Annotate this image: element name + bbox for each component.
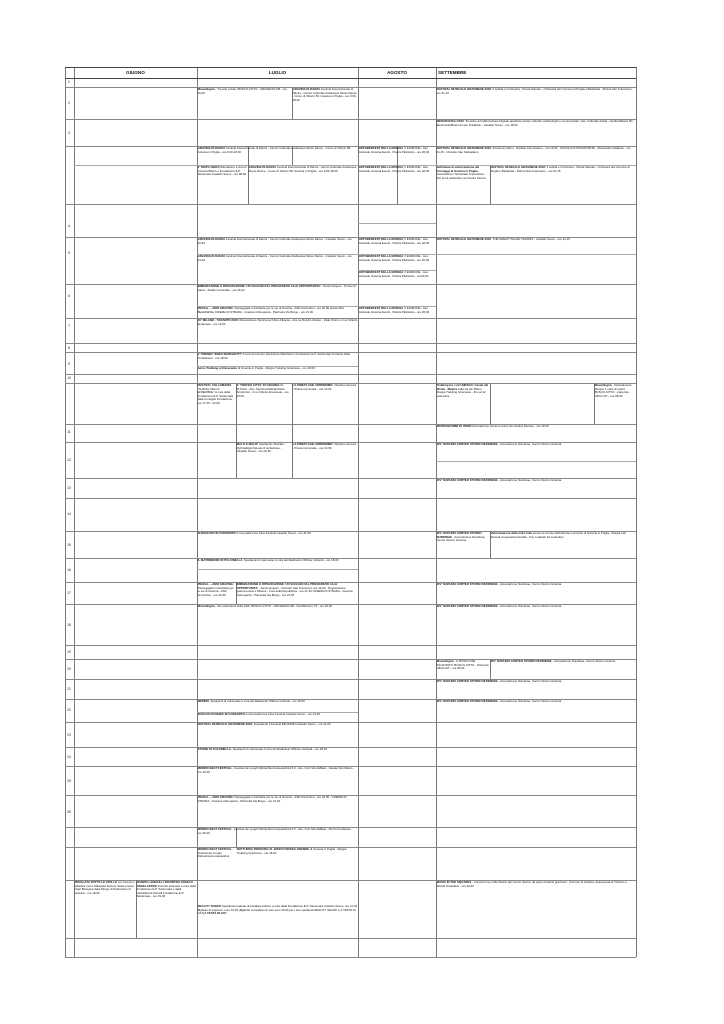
event-cell: OKTOBERFEST DELLA MURGIA V EDIZIONE - Ass. Culturale Gravina Eventi - Piazza Plebiscito - ore 20,00 [358, 255, 430, 262]
event-cell: FESTIVAL MUSICALE GRAVINESE 2016: THE GREAT ITALIAN TENORS - Castello Svevo - ore 21,15 [436, 238, 570, 242]
row-line [65, 498, 636, 499]
row-number: 9 [68, 362, 70, 366]
row-line [65, 374, 636, 375]
event-cell: PEDALI.....AMO GRAVINA: Passeggiata in bicicletta per le vie di Gravina - ASD Amicimboi - ore 20.30 presso Bar Black&White CINEMA DI STRADA - Gravina Città aperta - Piazzetta Via Borgo - ore 21.00 [197, 307, 344, 314]
event-cell: Mnusillogira - Tra arte e fede: BOSCO-CITTA' - ARCHEOCLUB - ore 20,00 [197, 88, 287, 95]
event-cell: GRAVINA IN DANZA Festival Internazionale di Danza - Centro Culturale Arabesque Movie Dance - Corso di Vittorio 58, Gravina in Puglia - ore 9.00-18.00 [248, 166, 357, 173]
event-cell: PEDALATA SOTTO LE STELLE con fuocolo e albadole verso Massaria Sotto le Stelle presso l'Agri Biologica delle Murge di Dolcecanto di Gravina - ore 18,00 [74, 881, 135, 895]
row-number: 14 [67, 512, 71, 516]
row-number: 24 [67, 755, 71, 759]
row-number: 7 [68, 324, 70, 328]
event-cell: IMMIGRAZIONE E INTEGRAZIONE: UN VIAGGIO DAL PREGIUDIZIO ALLE OPPORTUNITA' - Sento Hospes - Chiostro San Francesco ore 19,00 - Degustazione gastronomica e Musica - Il sio della Repubblica - ore 21.30 CINEMA DI STRADA - Gravina Città aperta - Piazzetta Via Borgo - ore 21,00 [236, 583, 353, 597]
row-line [65, 343, 636, 344]
row-number: 12 [67, 458, 71, 462]
event-cell: OKTOBERFEST DELLA MURGIA V EDIZIONE - Ass. Culturale Gravina Eventi - Piazza Plebiscito - ore 20,00 [358, 166, 430, 173]
row-number: 4 [68, 224, 70, 228]
event-cell: PEDALI.....AMO GRAVINA: Passeggiata in bicicletta per le vie di Gravina - ASD Amicimboi - ore 20.30 - CINEMA DI STRADA - Gravina Città aperta - Piazzetta Via Borgo - ore 21,00 [197, 796, 347, 803]
event-cell: Acino Trekking a Dolcecanto di Gravina in Puglia - Murgia Trekking Gravinese - ore 18.00 [197, 367, 315, 371]
event-cell: BENI DIGITALI 2016: Tecniche di Fabbricazione Digitale applicate ai beni culturali, archeologici e monumentali - Ass. Culturale Inside - Apulia Makers 3D - ElectronikoMusio di Lele D'addario - Castello Svevo - ore 18.00 [436, 120, 635, 127]
month-header-settembre: SETTEMBRE [438, 70, 467, 75]
row-number: 15 [67, 543, 71, 547]
inner-divider [490, 383, 491, 424]
row-number: 6 [68, 294, 70, 298]
event-cell: XIV° RADUNO CORTEO STORICI NUNDINAE - Associazione Nundinae, Centro Storico Gravina [436, 479, 562, 483]
event-cell: XIV° RADUNO CORTEO STORICI NUNDINAE - Associazione Nundinae, Centro Storico Gravina [436, 532, 486, 543]
row-number: 26 [67, 810, 71, 814]
event-cell: GRAVINA IN DANZA Festival Internazionale di Danza - Centro Culturale Arabesque Movie Dance - Corso di Vittorio 58, Gravina in Puglia - ore 9.00-18.00 [197, 147, 351, 154]
event-cell: FESTIVAL MUSICALE GRAVINESE 2016: Scuola di violino - Daniela Cammarano - ore 19,30 - SCUOLA DI PIANOFORTE - Alessandro Deljavan - ore 21,15 - Chiostro San Sebastiano [436, 147, 631, 154]
event-cell: Settimana di valorizzazione dei Formaggi di Gravina in Puglia - Associazione Territoriale Imprenditori - fino al 12 settembre nel Centro Storico [436, 166, 486, 180]
event-cell: GRAVINA IN DANZA Festival Internazionale di Danza - Centro Culturale Arabesque Movie Dance - Castello Svevo - ore 20.30 [197, 238, 352, 245]
row-number: 21 [67, 687, 71, 691]
event-cell: XIV° RADUNO CORTEO STORICI NUNDINAE - Associazione Nundinae, Centro Storico Gravina [436, 680, 562, 684]
event-cell: XIV° RADUNO CORTEO STORICI NUNDINAE - Associazione Nundinae, Centro Storico Gravina [490, 660, 616, 664]
row-number: 19 [67, 650, 71, 654]
event-cell: LA PINETA CHE VORREMMO: Obiettivo Giovani - Pineta Comunale - ore 10.30 [292, 384, 357, 391]
row-number: 18 [67, 623, 71, 627]
event-cell: FESTIVAL MUSICALE GRAVINESE 2016: Il sefiola e l'orchestra - Nicola Samale - Orchestra del Comune di Puglia e Basilicata - Piazza San Francesco - ore 21,15 [436, 88, 634, 95]
event-cell: SOSLOS DYNAMIC IN CONCERTO A cura della Free Flow Festival Castello Svevo - ore 21.00 [197, 713, 320, 717]
event-cell: Mnusillogira - IL BOSCO DEI INCANTATO: BOSCO-CITTA' - Partenza Ufficio IAT - ore 08,30 [436, 660, 489, 671]
row-number: 5 [68, 251, 70, 255]
event-cell: MUSIC IN THE SQUARES - Concerti Live nelle Piazze del Centro Storico da parte di talenti gravinesi - Comune di Gravina, Assessorati al Turismo e Attività Produttive - ore 20,30 [436, 881, 627, 888]
event-cell: MONDO BEAT FESTIVAL - Festival dei Luoghi #sbrachicorrenteelettrica 5.0 - Ass. Cult. MondoBeat - Casale San Marco - ore 20,00 [197, 767, 355, 774]
inner-separator [436, 461, 636, 462]
event-cell: REALITY SHOCK Spettacolo teatrale di Annalisa Iniardo, a cura della Fondazione E.P. Santomasi Castello Svevo, ore 21.30 Biglietto di ingresso: euro 10.00 (Biglietto cumulativo di solo euro 15.00 per i due spettacoli REALITY SHOCK e A TESTA IN GIU')A TESTA IN GIU' [197, 905, 358, 916]
row-line [65, 645, 636, 646]
event-cell: Mnusillogira - Naturalmente Murgia: il mare di pietra BOSCO-CITTA' - partenza Ufficio IAT - ore 08,30 [594, 384, 632, 398]
event-cell: NERINO, Spettacoli di marionette A cura del Radicanto Officine Culturali - ore 18,30 [197, 700, 305, 704]
grid-line [65, 67, 636, 68]
row-number: 25 [67, 779, 71, 783]
month-header-luglio: LUGLIO [268, 70, 287, 75]
event-cell: 3° MOTO AMICI Motoraduno a cura di Gravina Bikers e Fondazione E.P. Santomasi Castello Svevo - ore 08,00 [197, 166, 247, 177]
month-header-giugno: GIUGNO [126, 70, 145, 75]
row-number: 1 [68, 80, 70, 84]
month-header-agosto: AGOSTO [387, 70, 407, 75]
row-number: 23 [67, 733, 71, 737]
event-cell: IMMIGRAZIONE E INTEGRAZIONE: UN VIAGGIO DAL PREGIUDIZIO ALLE OPPORTUNITA' - Sento Hospes - Torneo di calcio - Stadio Comunale - ore 16,00 [197, 285, 356, 292]
row-number: 22 [67, 708, 71, 712]
row-line [65, 957, 636, 958]
event-cell: SURGICATO IN CONCERTO A cura della Free Flow Festival Castello Svevo - ore 21.00 [197, 532, 311, 536]
grid-line [74, 67, 75, 957]
row-number: 13 [67, 486, 71, 490]
event-cell: OKTOBERFEST DELLA MURGIA V EDIZIONE - Ass. Culturale Gravina Eventi - Piazza Plebiscito - ore 20,00 [358, 147, 430, 154]
event-cell: MALO E MALO! Spettacolo Teatrale - MythAeRgia Scuola di recitazione - Castello Svevo - ore 20,30 [236, 443, 286, 454]
event-cell: Trekking tra i siti UNESCO: Castel del Monte - Matera sulla via dei Pilloni - Murgia Trekking Gravinese - fino al 12 settembre [436, 384, 489, 398]
event-cell: STORIE DI PULCINELLA, Spettacoli di marionette A cura del Radicanto Officine Culturali - ore 18,30 [197, 748, 327, 752]
event-cell: PENTAGRAMMI DI VERSI Associazione Sezione Auna Via Giudice Montea - ore 19.30 [436, 425, 549, 429]
event-cell: 1° TROFEO CITTA' DI GRAVINA IN PUGLIA - Ass. Sportiva Dilettantistica Amicimboi - C.so Vittorio Emanuele - ore 15.00 [236, 384, 289, 398]
event-cell: 1° PREMIO "ENZO MARCHETTI" A cura del Centro Studi Enzo Marchetti e Fondazione E.P. Santomasi Terrazza della Fondazione - ore 18.30 [197, 353, 350, 360]
event-cell: LA PINETA CHE VORREMMO: Obiettivo Giovani - Pineta Comunale - ore 10.30 [292, 443, 357, 450]
grid-line [636, 67, 637, 957]
event-cell: PEDALI.....AMO GRAVINA: Passeggiata in bicicletta per le vie di Gravina - ASD Amicimboi - ore 20.30 [197, 583, 234, 597]
row-number: 11 [67, 430, 71, 434]
event-cell: GRAVINA IN DANZA Festival Internazionale di Danza - Centro Culturale Arabesque Movie Dance - Castello Svevo - ore 21.00 [197, 255, 352, 262]
row-number: 20 [67, 667, 71, 671]
grid-line [65, 78, 636, 79]
event-cell: FESTIVAL MUSICALE GRAVINESE 2016: Il sefiola e l'orchestra - Nicola Samale - Orchestra del Comune di Puglia e Basilicata - Piazza San Francesco - ore 21,15 [490, 166, 630, 173]
row-line [65, 204, 636, 205]
event-cell: XIV° RADUNO CORTEO STORICI NUNDINAE - Associazione Nundinae, Centro Storico Gravina [436, 605, 562, 609]
row-number: 8 [68, 346, 70, 350]
row-number: 3 [68, 131, 70, 135]
event-cell: XIV° RADUNO CORTEO STORICI NUNDINAE - Associazione Nundinae, Centro Storico Gravina [436, 700, 562, 704]
event-cell: FESTIVAL CELLOMANIA "SUZUKI CELLO ENSEMBLE" A cura della Fondazione E.P. Santomasi Sala Consiglio Fondazione - ore 17.00 - 22.00 [197, 384, 234, 405]
event-cell: 30° MILANO - TARANTO 2016: Rievocazione Storica per Moto d'Epoca - Ass.ne Rombo Arcano - Viale Orsini e C.so Vittorio Emanuele - ore 13,00 [197, 319, 358, 326]
event-cell: IL MATRIMONIO DI PULCINELLA, Spettacoli di marionette A cura del Radicanto Officine Culturali - ore 18,30 [197, 559, 339, 563]
row-number: 17 [67, 591, 71, 595]
event-cell: OKTOBERFEST DELLA MURGIA V EDIZIONE - Ass. Culturale Gravina Eventi - Piazza Plebiscito - ore20,00 [358, 271, 429, 278]
event-cell: GRAVINA IN DANZA Festival Internazionale di Danza - Centro Culturale Arabesque Movie Dance - Corso di Vittorio 58, Gravina in Puglia - ore 9.00-18.00 [292, 88, 357, 102]
event-cell: NOTTURNA TREKKING AL BOSCO DIFESA GRANDE di Gravina in Puglia - Murgia Trekking Gravinese - ore 18.00 [236, 848, 347, 855]
event-cell: NUNZIO LANGIULLI INCONTRA ANGELO ANGELASTRO Incontro letterario a cura della Fondazione E.P. Santomasi e della Cartolibreria Parrulli Fondazione E.P. Santomasi - ore 19,00 [136, 881, 196, 899]
event-cell: Valorizzazione della Cola Cola presso le scuole dell'infanzia e primarie di Gravina in Puglia - Murgia Lab Società Cooperativa Sociale - fino a sabato 24 settembre [490, 532, 626, 539]
row-number: 16 [67, 568, 71, 572]
inner-separator [358, 223, 436, 224]
event-cell: XIV° RADUNO CORTEO STORICI NUNDINAE - Associazione Nundinae, Centro Storico Gravina [436, 443, 562, 447]
event-cell: MONDO BEAT FESTIVAL - Festival dei Luoghi #sbrachicorrenteelettrica 5.0 - Ass. Cult. MondoBeat - Pozzo Fondaccio - ore 20,00 [197, 828, 353, 835]
row-number: 2 [68, 101, 70, 105]
event-cell: OKTOBERFEST DELLA MURGIA V EDIZIONE - Ass. Culturale Gravina Eventi - Piazza Plebiscito - ore 20,00 [358, 238, 430, 245]
event-cell: Mnusillogira - Nei sotterranei della Città: BOSCO-CITTA' - ARCHEOCLUB - Via Marinoni, 27 - ore 20,00 [197, 605, 333, 609]
row-number: 10 [67, 376, 71, 380]
event-cell: XIV° RADUNO CORTEO STORICI NUNDINAE - Associazione Nundinae, Centro Storico Gravina [436, 583, 562, 587]
event-cell: OKTOBERFEST DELLA MURGIA V EDIZIONE - Ass. Culturale Gravina Eventi - Piazza Plebiscito - ore 20,00 [358, 307, 430, 314]
event-cell: FESTIVAL MUSICALE GRAVINESE 2016: Aspettando il Festival BIG BAND Castello Svevo - ore 21,00 [197, 723, 331, 727]
event-cell: MONDO BEAT FESTIVAL - Festival dei Luoghi #sbrachicorrenteelettrica [197, 848, 234, 859]
row-line [65, 938, 636, 939]
